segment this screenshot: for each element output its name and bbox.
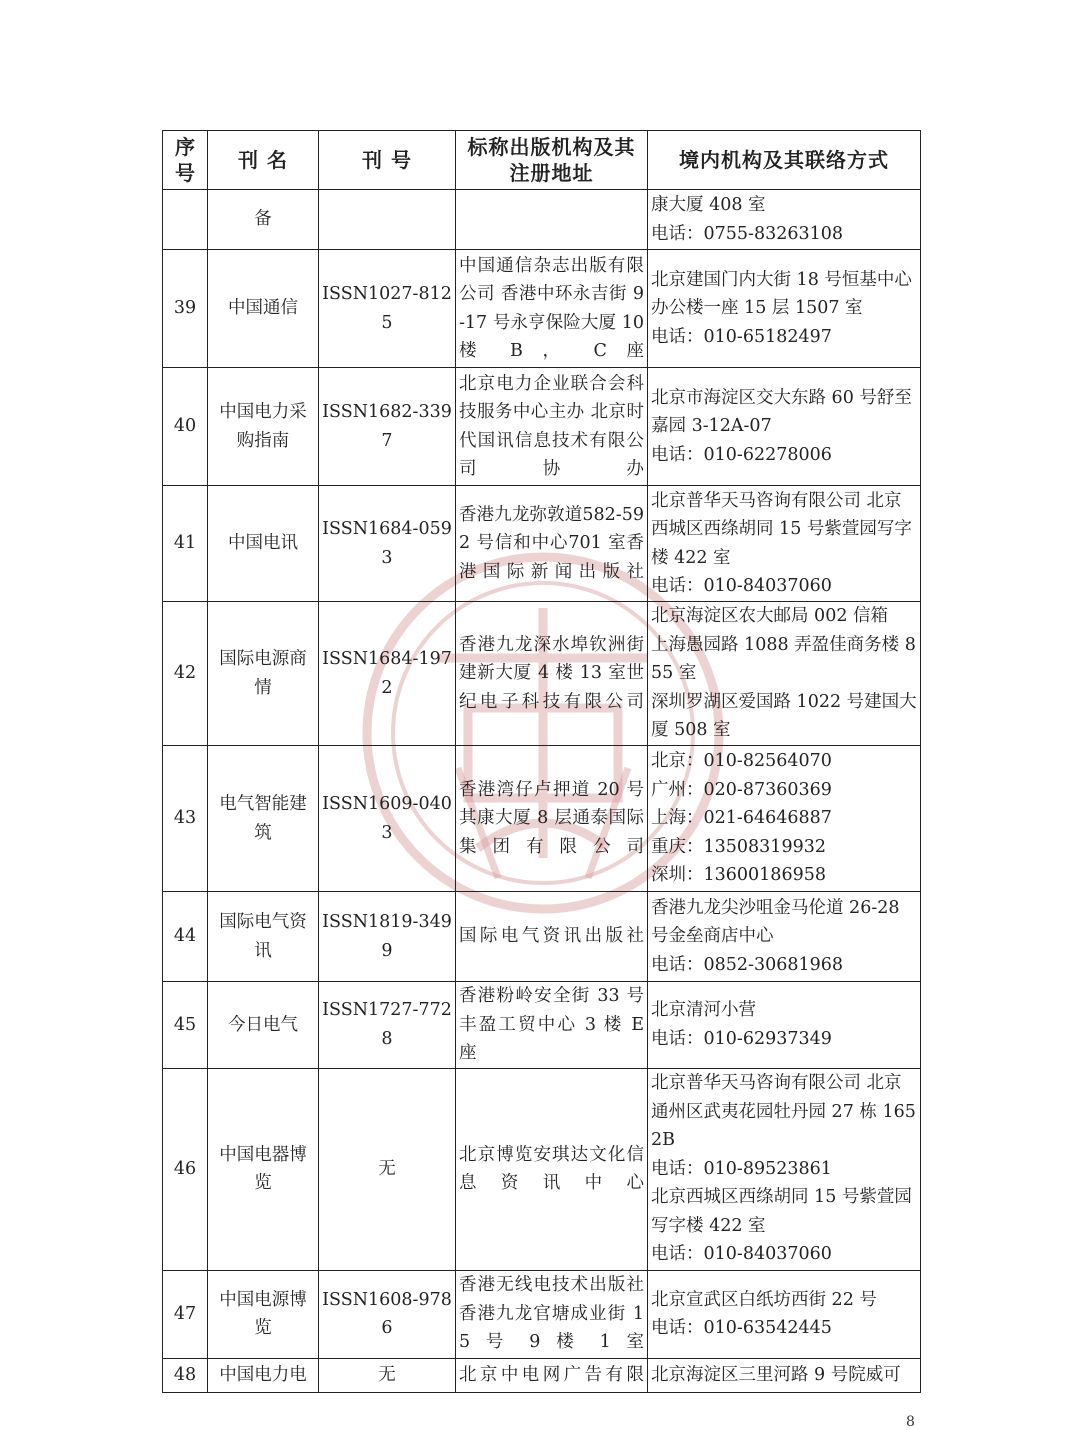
header-issn: 刊 号	[319, 131, 456, 190]
no-cell: 40	[163, 368, 208, 486]
table-row	[163, 982, 921, 1069]
table-row	[163, 190, 921, 250]
header-publisher: 标称出版机构及其注册地址	[456, 131, 648, 190]
contact-line: 电话：010-84037060	[651, 1244, 832, 1265]
contact-line: 北京清河小营	[651, 1000, 756, 1021]
contact-line: 电话：010-63542445	[651, 1318, 832, 1338]
contact-line: 广州：020-87360369	[651, 779, 832, 800]
no-cell	[163, 190, 208, 250]
contact-line: 北京市海淀区交大东路 60 号舒至嘉园 3-12A-07	[651, 387, 912, 437]
issn-cell: ISSN1027-8125	[319, 250, 456, 368]
publisher-cell: 香港湾仔卢押道 20 号其康大厦 8 层通泰国际集团有限公司	[456, 746, 648, 892]
contact-line: 电话：0852-30681968	[651, 954, 844, 975]
name-cell: 中国电讯	[208, 486, 319, 602]
issn-cell: ISSN1684-0593	[319, 486, 456, 602]
header-contact: 境内机构及其联络方式	[648, 131, 921, 190]
contact-line: 康大厦 408 室	[651, 195, 766, 215]
publisher-cell: 中国通信杂志出版有限公司 香港中环永吉街 9-17 号永亨保险大厦 10 楼 B ， C 座	[456, 250, 648, 368]
contact-line: 上海愚园路 1088 弄盈佳商务楼 855 室	[651, 634, 916, 684]
contact-cell	[648, 250, 921, 368]
no-cell: 47	[163, 1270, 208, 1358]
contact-line: 电话：010-62937349	[651, 1028, 832, 1049]
name-cell: 国际电气资讯	[208, 892, 319, 982]
no-cell: 46	[163, 1068, 208, 1270]
issn-cell: ISSN1684-1972	[319, 602, 456, 746]
header-name: 刊 名	[208, 131, 319, 190]
contact-line: 北京海淀区三里河路 9 号院威可	[651, 1364, 901, 1385]
publisher-cell: 香港九龙深水埠钦洲街建新大厦 4 楼 13 室世纪电子科技有限公司	[456, 602, 648, 746]
name-cell: 中国电源博览	[208, 1270, 319, 1358]
name-cell: 中国电器博览	[208, 1068, 319, 1270]
contact-line: 北京西城区西绦胡同 15 号紫萱园写字楼 422 室	[651, 1187, 912, 1236]
publisher-cell: 香港无线电技术出版社 香港九龙官塘成业街 15 号 9 楼 1 室	[456, 1270, 648, 1358]
issn-cell: 无	[319, 1358, 456, 1392]
issn-cell: ISSN1727-7728	[319, 982, 456, 1069]
contact-line: 电话：0755-83263108	[651, 223, 844, 244]
contact-line: 北京普华天马咨询有限公司 北京西城区西绦胡同 15 号紫萱园写字楼 422 室	[651, 490, 912, 568]
contact-line: 北京：010-82564070	[651, 751, 832, 772]
name-cell: 电气智能建筑	[208, 746, 319, 892]
issn-cell: ISSN1608-9786	[319, 1270, 456, 1358]
table-row	[163, 892, 921, 982]
no-cell: 43	[163, 746, 208, 892]
table-row	[163, 1358, 921, 1392]
issn-cell: ISSN1609-0403	[319, 746, 456, 892]
contact-line: 电话：010-84037060	[651, 576, 832, 596]
publisher-cell: 北京中电网广告有限	[456, 1358, 648, 1392]
issn-cell: 无	[319, 1068, 456, 1270]
periodical-table	[162, 130, 921, 1393]
contact-line: 北京海淀区农大邮局 002 信箱	[651, 606, 889, 627]
contact-cell	[648, 1270, 921, 1358]
page-number: 8	[906, 1414, 915, 1430]
publisher-cell	[456, 190, 648, 250]
table-row	[163, 746, 921, 892]
name-cell: 国际电源商情	[208, 602, 319, 746]
issn-cell	[319, 190, 456, 250]
table-row	[163, 1068, 921, 1270]
contact-line: 电话：010-65182497	[651, 326, 832, 347]
contact-cell	[648, 368, 921, 486]
no-cell: 42	[163, 602, 208, 746]
contact-line: 香港九龙尖沙咀金马伦道 26-28 号金垒商店中心	[651, 897, 900, 947]
publisher-cell: 北京博览安琪达文化信息资讯中心	[456, 1068, 648, 1270]
table-header-row	[163, 131, 921, 190]
contact-cell	[648, 486, 921, 602]
no-cell: 39	[163, 250, 208, 368]
no-cell: 41	[163, 486, 208, 602]
no-cell: 45	[163, 982, 208, 1069]
contact-cell	[648, 892, 921, 982]
name-cell: 备	[208, 190, 319, 250]
contact-cell	[648, 190, 921, 250]
contact-line: 北京普华天马咨询有限公司 北京通州区武夷花园牡丹园 27 栋 1652B	[651, 1073, 916, 1151]
name-cell: 今日电气	[208, 982, 319, 1069]
contact-line: 北京建国门内大街 18 号恒基中心办公楼一座 15 层 1507 室	[651, 269, 912, 319]
contact-line: 深圳罗湖区爱国路 1022 号建国大厦 508 室	[651, 691, 917, 741]
publisher-cell: 香港粉岭安全街 33 号丰盈工贸中心 3 楼 E 座	[456, 982, 648, 1069]
header-no: 序号	[163, 131, 208, 190]
table-row	[163, 1270, 921, 1358]
table-row	[163, 486, 921, 602]
name-cell: 中国电力采购指南	[208, 368, 319, 486]
table-body	[163, 190, 921, 1393]
table-row	[163, 368, 921, 486]
name-cell: 中国电力电	[208, 1358, 319, 1392]
table-row	[163, 250, 921, 368]
name-cell: 中国通信	[208, 250, 319, 368]
table-row	[163, 602, 921, 746]
publisher-cell: 国际电气资讯出版社	[456, 892, 648, 982]
contact-cell	[648, 1358, 921, 1392]
contact-line: 电话：010-62278006	[651, 444, 832, 465]
contact-cell	[648, 602, 921, 746]
contact-line: 北京宣武区白纸坊西街 22 号	[651, 1289, 877, 1310]
contact-line: 电话：010-89523861	[651, 1158, 832, 1179]
publisher-cell: 北京电力企业联合会科技服务中心主办 北京时代国讯信息技术有限公司协办	[456, 368, 648, 486]
contact-cell	[648, 746, 921, 892]
contact-line: 重庆：13508319932	[651, 836, 826, 857]
contact-cell	[648, 1068, 921, 1270]
no-cell: 44	[163, 892, 208, 982]
contact-line: 上海：021-64646887	[651, 808, 832, 829]
issn-cell: ISSN1819-3499	[319, 892, 456, 982]
contact-cell	[648, 982, 921, 1069]
contact-line: 深圳：13600186958	[651, 865, 826, 886]
publisher-cell: 香港九龙弥敦道582-592 号信和中心701 室香港国际新闻出版社	[456, 486, 648, 602]
issn-cell: ISSN1682-3397	[319, 368, 456, 486]
no-cell: 48	[163, 1358, 208, 1392]
